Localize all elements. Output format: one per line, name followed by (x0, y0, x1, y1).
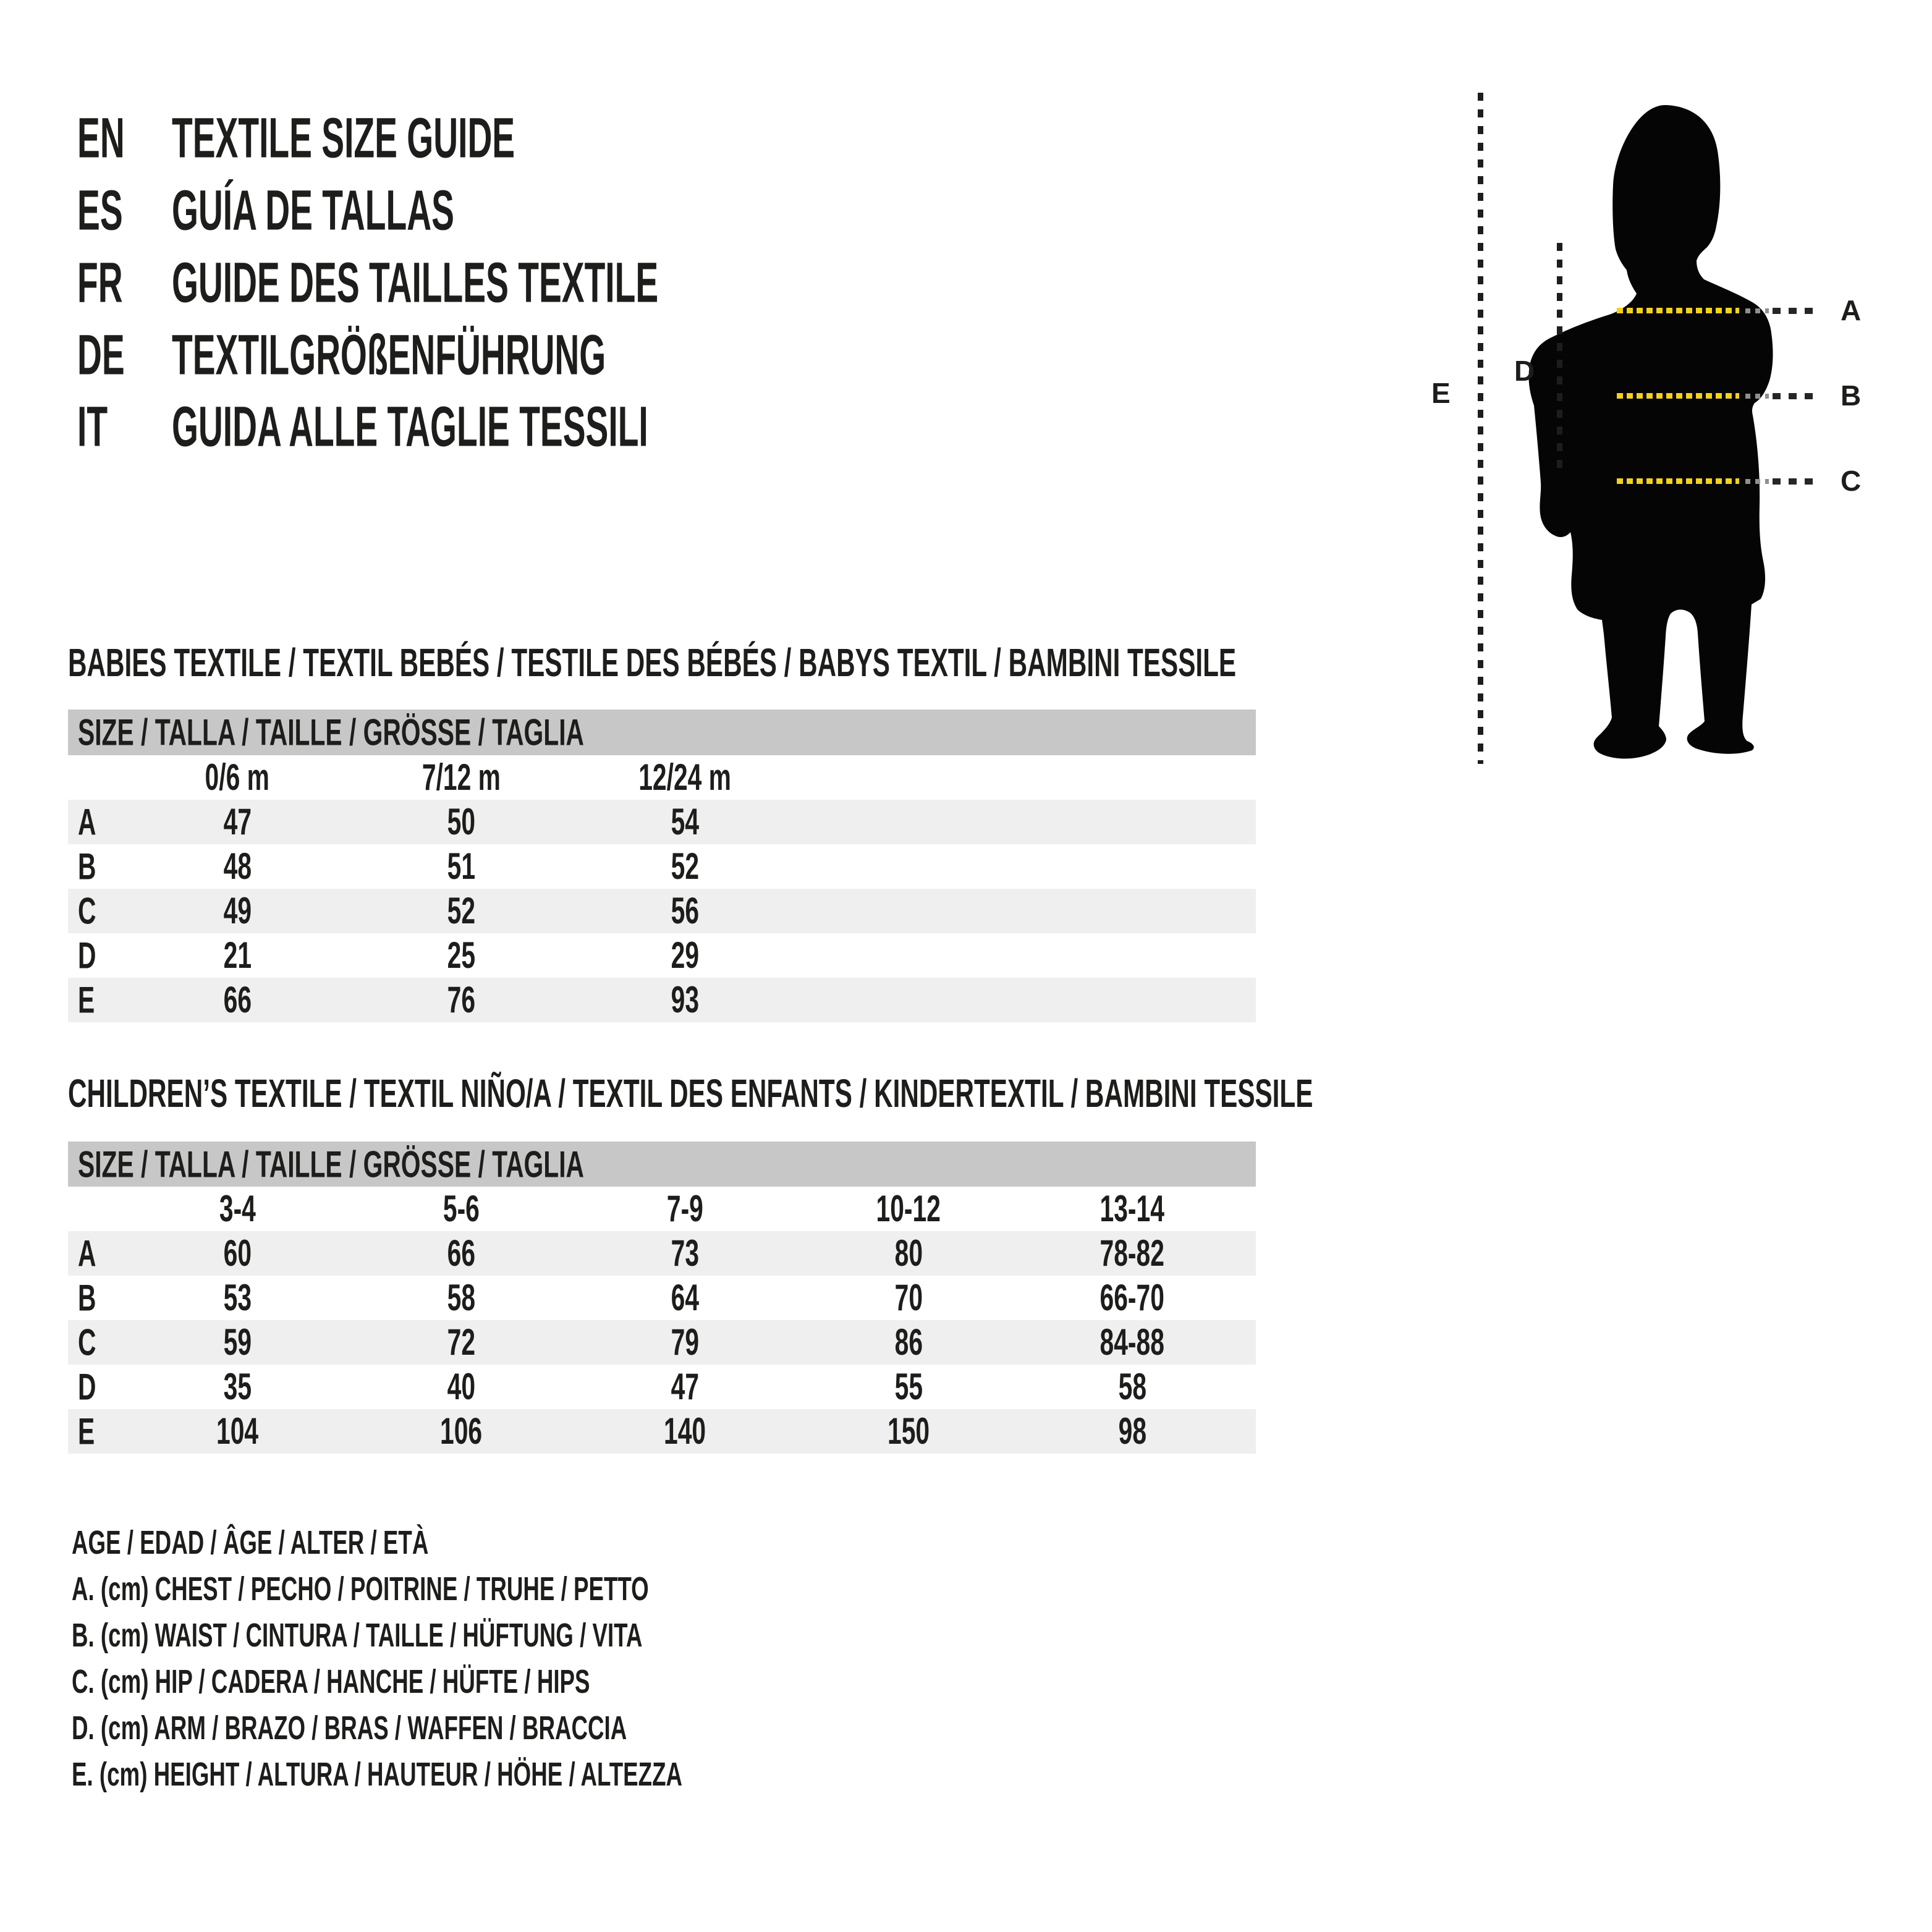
table-cell: 80 (894, 1232, 923, 1274)
row-label: B (78, 1277, 96, 1319)
table-cell: 25 (447, 934, 475, 976)
table-row (68, 933, 1256, 978)
chest-leader-dashes (1773, 308, 1821, 314)
measure-label-e: E (1431, 377, 1451, 409)
language-title: TEXTILE SIZE GUIDE (172, 106, 515, 170)
table-cell: 58 (1118, 1366, 1146, 1407)
language-code: EN (77, 106, 125, 170)
table-cell: 54 (671, 801, 699, 842)
table-row (68, 844, 1256, 889)
column-header: 12/24 m (638, 756, 731, 798)
table-cell: 56 (671, 890, 699, 931)
table-cell: 79 (671, 1321, 699, 1363)
table-cell: 66 (447, 1232, 475, 1274)
table-cell: 86 (894, 1321, 923, 1363)
waist-leader-dashes (1773, 393, 1821, 399)
row-label: C (78, 890, 96, 932)
table-cell: 59 (223, 1321, 252, 1363)
babies-section-heading: BABIES TEXTILE / TEXTIL BEBÉS / TESTILE DES BÉBÉS / BABYS TEXTIL / BAMBINI TESSILE (68, 640, 1237, 685)
arm-measure-line-d (1557, 243, 1562, 470)
table-cell: 73 (671, 1232, 699, 1274)
language-code: ES (77, 179, 123, 242)
table-cell: 140 (663, 1410, 706, 1452)
table-cell: 93 (671, 979, 699, 1020)
table-cell: 78-82 (1099, 1232, 1165, 1274)
children-size-header-label: SIZE / TALLA / TAILLE / GRÖSSE / TAGLIA (78, 1143, 585, 1185)
babies-size-header-bar (68, 710, 1256, 755)
measure-label-d: D (1514, 355, 1535, 387)
table-cell: 60 (223, 1232, 252, 1274)
measure-label-b: B (1841, 379, 1862, 412)
legend-line-waist: B. (cm) WAIST / CINTURA / TAILLE / HÜFTUNG / VITA (72, 1617, 643, 1654)
language-title: GUIDA ALLE TAGLIE TESSILI (172, 395, 648, 459)
table-cell: 84-88 (1099, 1321, 1165, 1363)
child-silhouette-icon (1483, 87, 1854, 779)
column-header: 0/6 m (205, 756, 270, 798)
table-row (68, 1365, 1256, 1409)
row-label: D (78, 934, 96, 977)
table-row (68, 1409, 1256, 1454)
measure-label-c: C (1841, 465, 1862, 497)
children-column-header-row (68, 1187, 1256, 1231)
table-cell: 35 (223, 1366, 252, 1407)
language-title: TEXTILGRÖßENFÜHRUNG (172, 323, 606, 387)
column-header: 7-9 (666, 1188, 703, 1229)
table-cell: 76 (447, 979, 475, 1020)
row-label: B (78, 845, 96, 888)
column-header: 7/12 m (422, 756, 501, 798)
children-size-header-bar (68, 1142, 1256, 1187)
language-title: GUÍA DE TALLAS (172, 179, 454, 242)
table-cell: 106 (439, 1410, 483, 1452)
legend-line-age: AGE / EDAD / ÂGE / ALTER / ETÀ (72, 1524, 429, 1561)
legend-line-height: E. (cm) HEIGHT / ALTURA / HAUTEUR / HÖHE / ALTEZZA (72, 1756, 683, 1793)
table-cell: 58 (447, 1277, 475, 1318)
table-cell: 47 (223, 801, 252, 842)
row-label: E (78, 1410, 95, 1452)
table-cell: 98 (1118, 1410, 1146, 1452)
column-header: 13-14 (1099, 1188, 1165, 1229)
table-cell: 66 (223, 979, 252, 1020)
table-row (68, 800, 1256, 844)
column-header: 3-4 (219, 1188, 256, 1229)
table-cell: 70 (894, 1277, 923, 1318)
hip-leader-dots (1745, 479, 1769, 484)
table-cell: 66-70 (1099, 1277, 1165, 1318)
table-row (68, 1320, 1256, 1365)
waist-measure-line-b (1617, 393, 1739, 399)
legend-line-hip: C. (cm) HIP / CADERA / HANCHE / HÜFTE / HIPS (72, 1663, 590, 1700)
column-header: 10-12 (876, 1188, 941, 1229)
table-cell: 150 (887, 1410, 930, 1452)
table-cell: 72 (447, 1321, 475, 1363)
row-label: E (78, 979, 95, 1021)
chest-leader-dots (1745, 308, 1769, 313)
table-cell: 55 (894, 1366, 923, 1407)
table-row (68, 1276, 1256, 1320)
table-cell: 29 (671, 934, 699, 976)
babies-size-header-label: SIZE / TALLA / TAILLE / GRÖSSE / TAGLIA (78, 711, 585, 753)
row-label: C (78, 1321, 96, 1363)
babies-column-header-row (68, 755, 1256, 800)
chest-measure-line-a (1617, 308, 1739, 313)
language-code: DE (77, 323, 125, 387)
table-cell: 52 (447, 890, 475, 931)
language-code: FR (77, 251, 123, 315)
table-row (68, 889, 1256, 933)
row-label: A (78, 1232, 96, 1274)
column-header: 5-6 (443, 1188, 480, 1229)
row-label: A (78, 801, 96, 843)
legend-line-chest: A. (cm) CHEST / PECHO / POITRINE / TRUHE / PETTO (72, 1570, 649, 1608)
table-cell: 21 (223, 934, 252, 976)
table-row (68, 1231, 1256, 1276)
children-section-heading: CHILDREN’S TEXTILE / TEXTIL NIÑO/A / TEXTIL DES ENFANTS / KINDERTEXTIL / BAMBINI TESSILE (68, 1071, 1313, 1116)
table-row (68, 978, 1256, 1022)
language-code: IT (77, 395, 108, 459)
language-title: GUIDE DES TAILLES TEXTILE (172, 251, 659, 315)
height-measure-line-e (1478, 93, 1483, 764)
table-cell: 53 (223, 1277, 252, 1318)
table-cell: 48 (223, 845, 252, 887)
table-cell: 50 (447, 801, 475, 842)
table-cell: 47 (671, 1366, 699, 1407)
hip-measure-line-c (1617, 478, 1739, 484)
waist-leader-dots (1745, 394, 1769, 399)
measure-label-a: A (1841, 294, 1862, 326)
table-cell: 52 (671, 845, 699, 887)
table-cell: 49 (223, 890, 252, 931)
row-label: D (78, 1366, 96, 1408)
table-cell: 104 (216, 1410, 259, 1452)
table-cell: 40 (447, 1366, 475, 1407)
hip-leader-dashes (1773, 478, 1821, 485)
legend-line-arm: D. (cm) ARM / BRAZO / BRAS / WAFFEN / BRACCIA (72, 1710, 627, 1747)
table-cell: 64 (671, 1277, 699, 1318)
table-cell: 51 (447, 845, 475, 887)
